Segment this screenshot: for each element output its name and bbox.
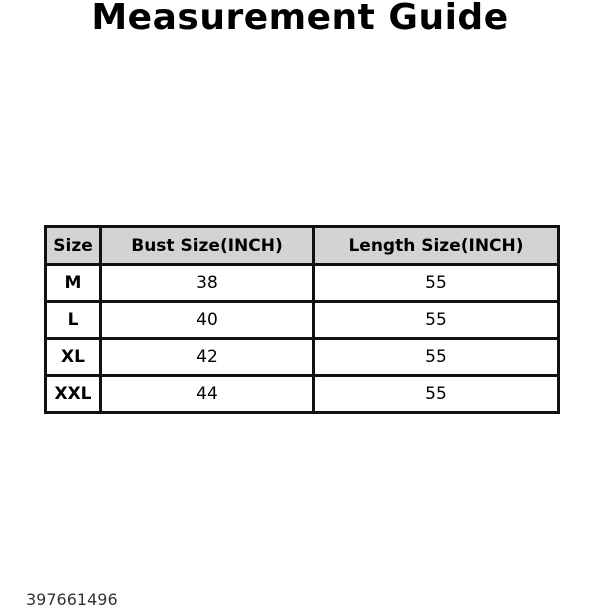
length-size-cell: 55 bbox=[314, 265, 559, 302]
length-size-cell: 55 bbox=[314, 302, 559, 339]
table-row bbox=[46, 376, 559, 413]
measurement-table bbox=[44, 225, 560, 414]
bust-size-cell: 40 bbox=[101, 302, 314, 339]
table-header-row bbox=[46, 227, 559, 265]
table-row bbox=[46, 339, 559, 376]
length-size-cell: 55 bbox=[314, 339, 559, 376]
length-size-cell: 55 bbox=[314, 376, 559, 413]
size-cell: XL bbox=[46, 339, 101, 376]
table-row bbox=[46, 302, 559, 339]
column-header-size: Size bbox=[46, 227, 101, 265]
product-code: 397661496 bbox=[26, 590, 118, 609]
bust-size-cell: 44 bbox=[101, 376, 314, 413]
size-cell: XXL bbox=[46, 376, 101, 413]
column-header-length-size: Length Size(INCH) bbox=[314, 227, 559, 265]
column-header-bust-size: Bust Size(INCH) bbox=[101, 227, 314, 265]
table-row bbox=[46, 265, 559, 302]
size-cell: M bbox=[46, 265, 101, 302]
bust-size-cell: 42 bbox=[101, 339, 314, 376]
size-cell: L bbox=[46, 302, 101, 339]
page-title: Measurement Guide bbox=[91, 0, 509, 38]
bust-size-cell: 38 bbox=[101, 265, 314, 302]
